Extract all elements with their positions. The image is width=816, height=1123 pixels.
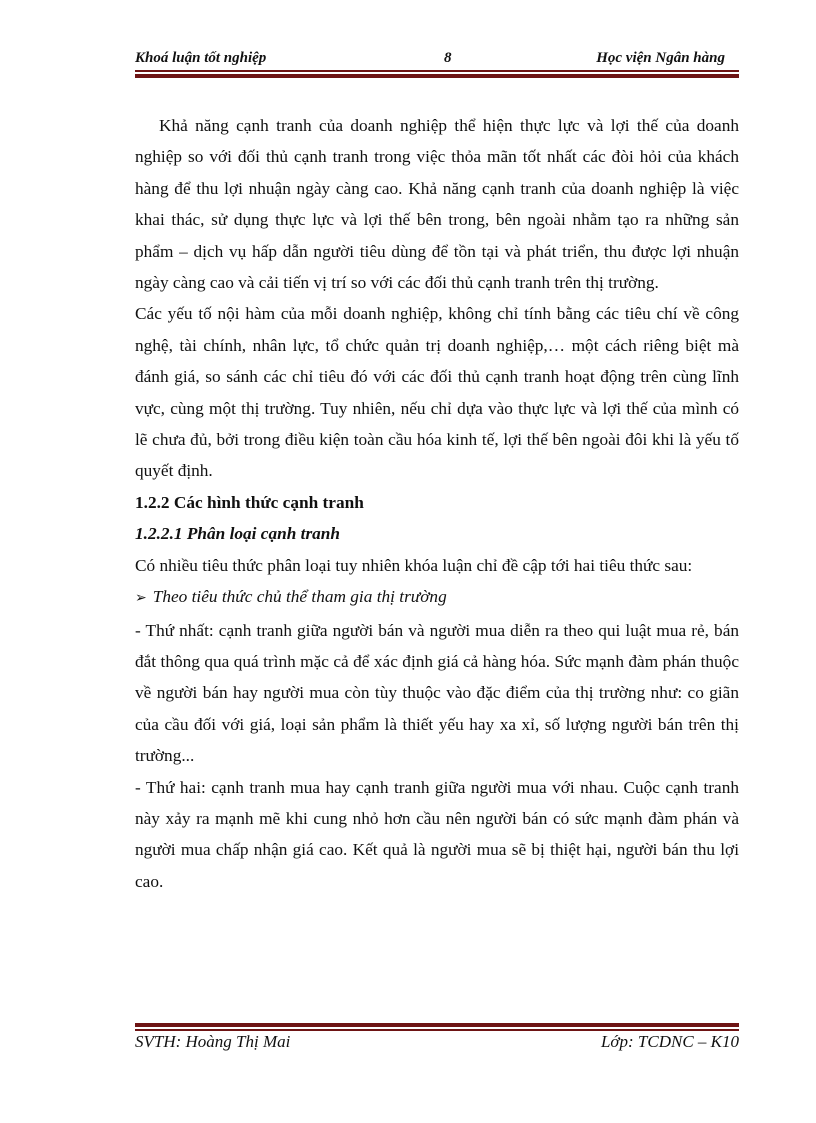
header-institution: Học viện Ngân hàng	[596, 50, 725, 66]
paragraph-classification: Có nhiều tiêu thức phân loại tuy nhiên khóa luận chỉ đề cập tới hai tiêu thức sau:	[135, 555, 693, 575]
footer-class: Lớp: TCDNC – K10	[600, 1032, 739, 1051]
header-rule-thick	[135, 74, 739, 78]
footer-rule-thick	[135, 1023, 739, 1027]
bullet-text: Theo tiêu thức chủ thể tham gia thị trường	[152, 587, 447, 607]
list-item-second: - Thứ hai: cạnh tranh mua hay cạnh tranh giữa người mua với nhau. Cuộc cạnh tranh này xảy ra mạnh mẽ khi cung nhỏ hơn cầu nên người bán có sức mạnh đàm phán và người mua chấp nhận giá cao. Kết quả là người mua sẽ bị thiệt hại, người bán thu lợi cao.	[135, 777, 739, 891]
header-page-number: 8	[444, 50, 452, 66]
paragraph-internal-factors: Các yếu tố nội hàm của mỗi doanh nghiệp, không chỉ tính bằng các tiêu chí về công nghệ, tài chính, nhân lực, tổ chức quản trị doanh nghiệp,… một cách riêng biệt mà đánh giá, so sánh các chỉ tiêu đó với các đối thủ cạnh tranh hoạt động trên cùng lĩnh vực, cùng một thị trường. Tuy nhiên, nếu chỉ dựa vào thực lực và lợi thế của mình có lẽ chưa đủ, bởi trong điều kiện toàn cầu hóa kinh tế, lợi thế bên ngoài đôi khi là yếu tố quyết định.	[135, 304, 739, 481]
subsection-heading: 1.2.2.1 Phân loại cạnh tranh	[135, 524, 341, 544]
section-heading: 1.2.2 Các hình thức cạnh tranh	[135, 492, 364, 512]
bullet-item	[135, 581, 739, 614]
page-footer	[135, 1030, 739, 1058]
paragraph-competitiveness: Khả năng cạnh tranh của doanh nghiệp thể hiện thực lực và lợi thế của doanh nghiệp so với đối thủ cạnh tranh trong việc thỏa mãn tốt nhất các đòi hỏi của khách hàng để thu lợi nhuận ngày càng cao. Khả năng cạnh tranh của doanh nghiệp là việc khai thác, sử dụng thực lực và lợi thế bên trong, bên ngoài nhằm tạo ra những sản phẩm – dịch vụ hấp dẫn người tiêu dùng để tồn tại và phát triển, thu được lợi nhuận ngày càng cao và cải tiến vị trí so với các đối thủ cạnh tranh trên thị trường.	[135, 116, 739, 293]
header-rule-thin	[135, 70, 739, 72]
header-thesis-label: Khoá luận tốt nghiệp	[135, 50, 267, 66]
page-header	[135, 46, 739, 70]
arrow-bullet-icon: ➢	[135, 590, 147, 607]
footer-author: SVTH: Hoàng Thị Mai	[135, 1032, 291, 1051]
list-item-first: - Thứ nhất: cạnh tranh giữa người bán và người mua diễn ra theo qui luật mua rẻ, bán đắt thông qua quá trình mặc cả để xác định giá cả hàng hóa. Sức mạnh đàm phán thuộc về người bán hay người mua còn tùy thuộc vào đặc điểm của thị trường như: co giãn của cầu đối với giá, loại sản phẩm là thiết yếu hay xa xỉ, số lượng người bán trên thị trường...	[135, 620, 739, 766]
document-body	[135, 110, 739, 897]
